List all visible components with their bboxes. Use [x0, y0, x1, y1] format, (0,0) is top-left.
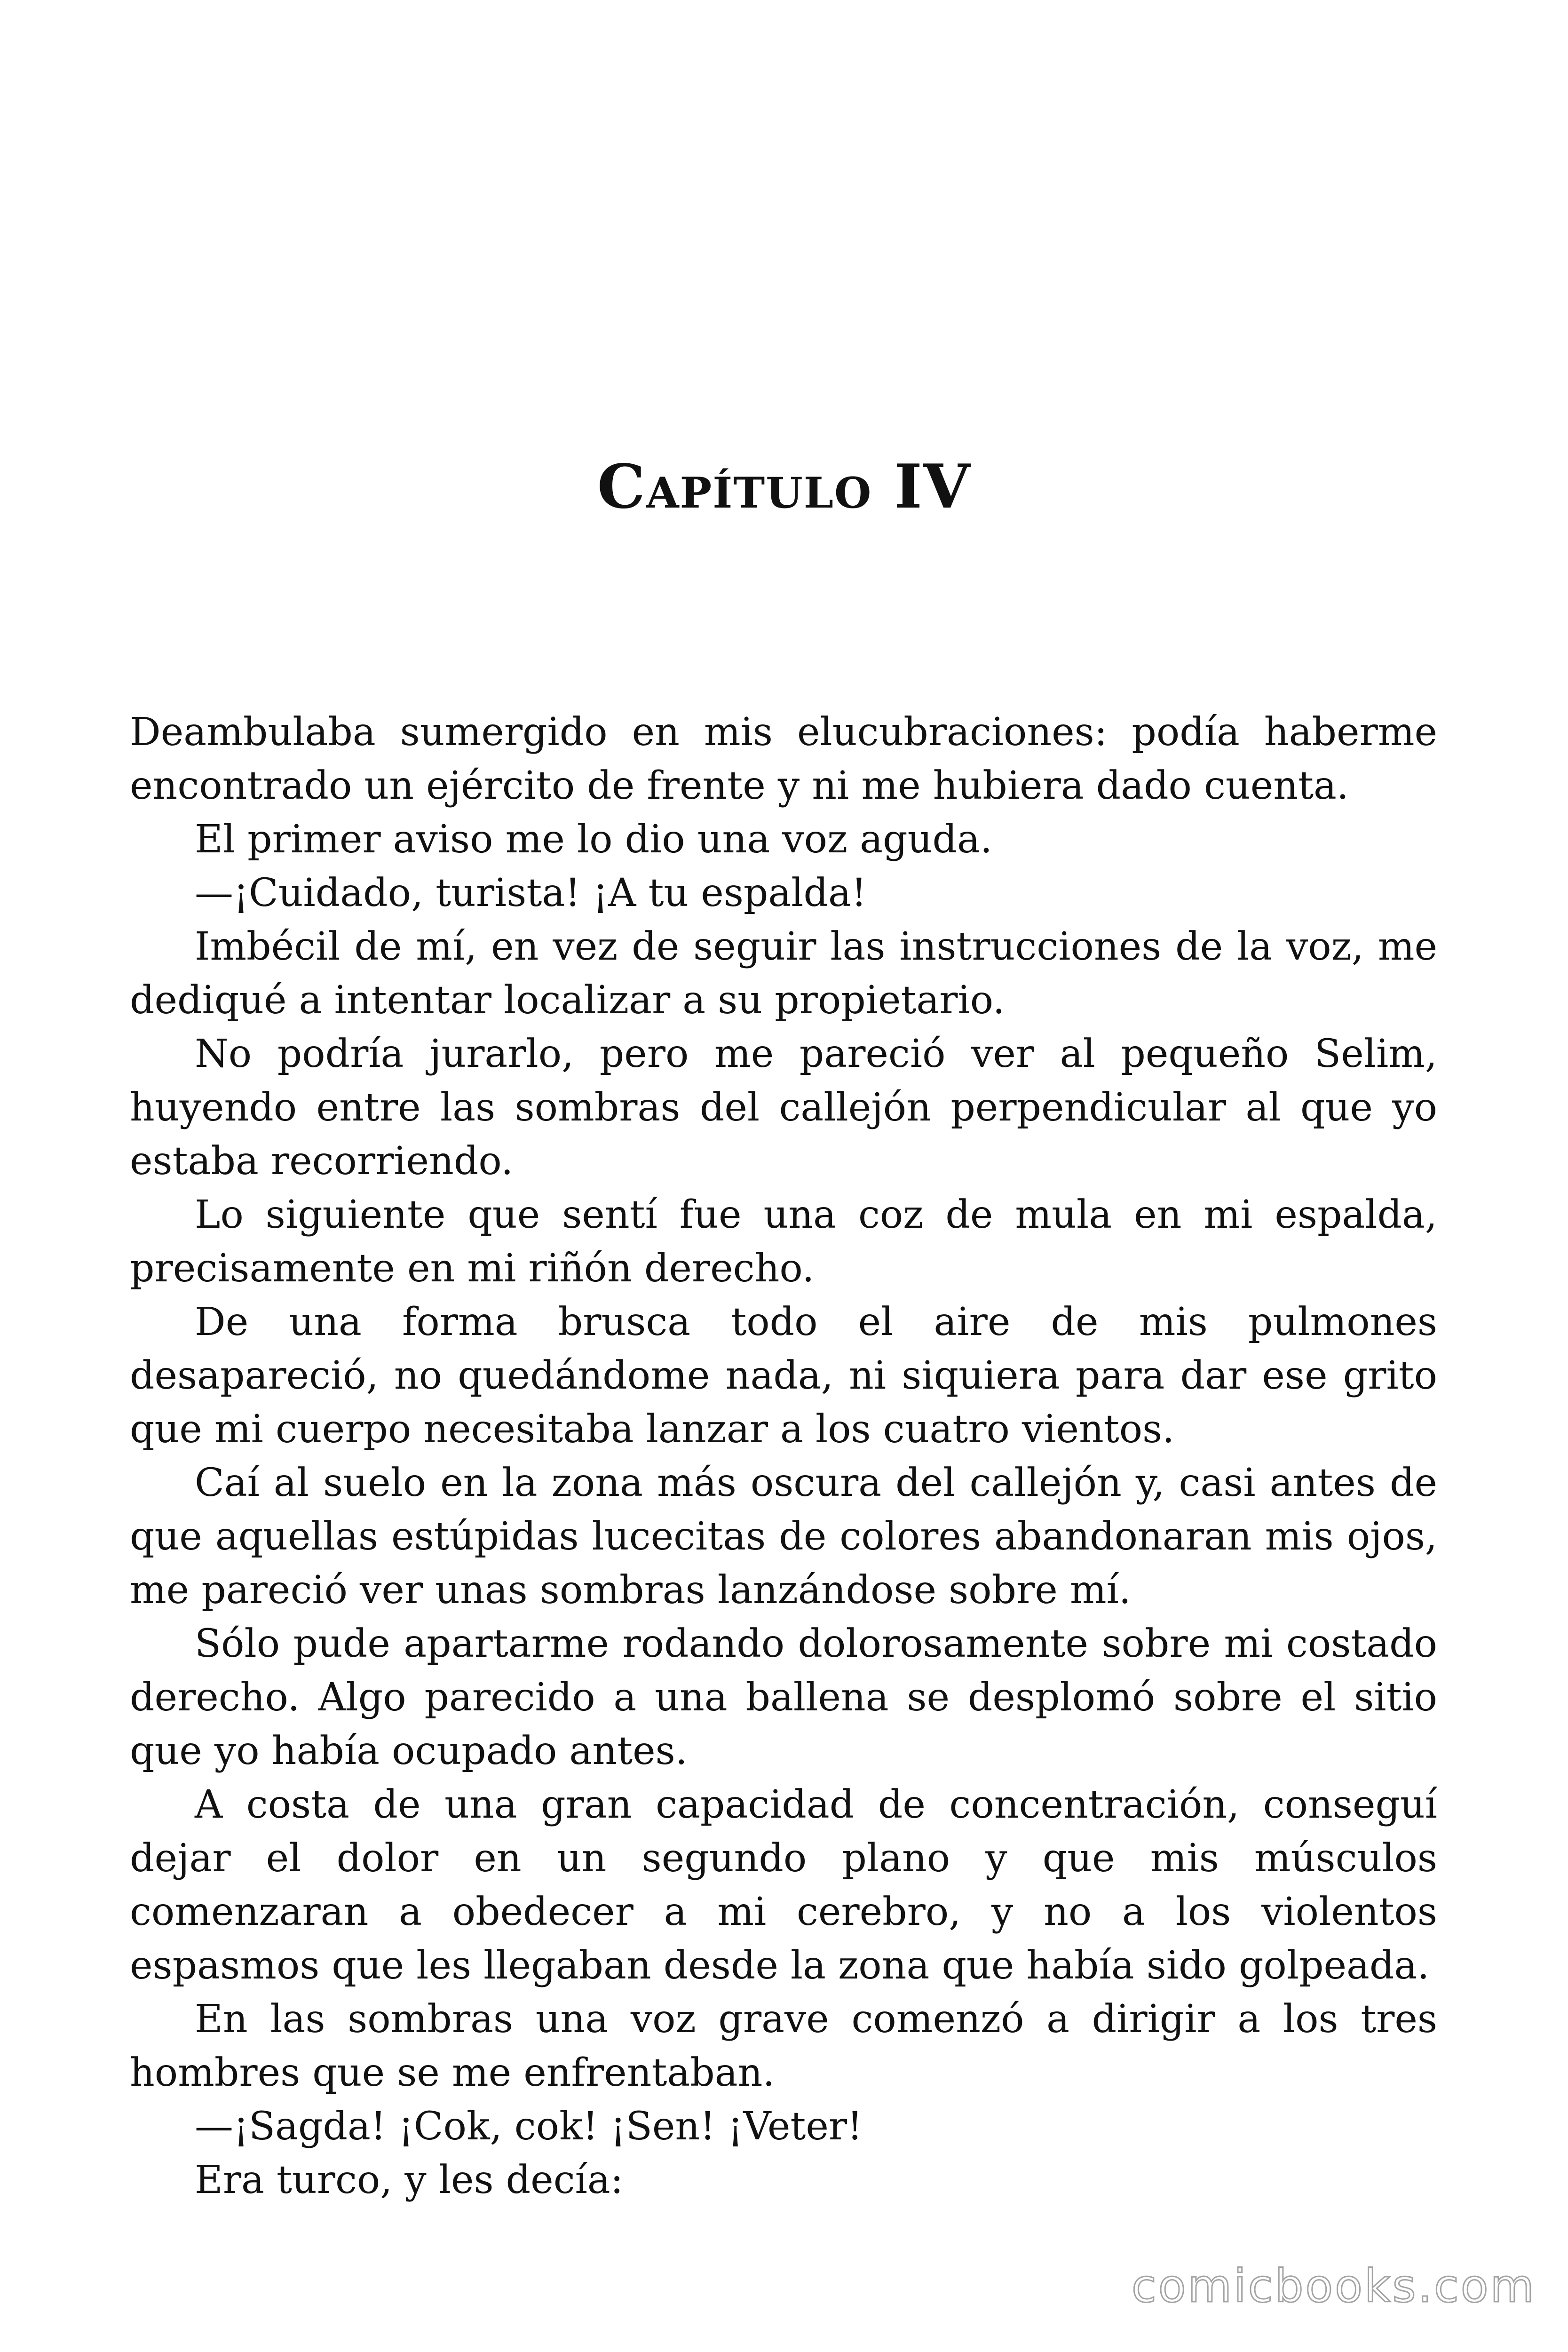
- chapter-body: [130, 706, 1437, 2207]
- paragraph: El primer aviso me lo dio una voz aguda.: [195, 817, 992, 862]
- paragraph: Caí al suelo en la zona más oscura del callejón y, casi antes de que aquellas estúpidas lucecitas de colores abandonaran mis ojos, me pareció ver unas sombras lanzándose sobre mí.: [130, 1461, 1437, 1613]
- dialogue-line: —¡Cuidado, turista! ¡A tu espalda!: [195, 871, 867, 915]
- paragraph: No podría jurarlo, pero me pareció ver al pequeño Selim, huyendo entre las sombras del callejón perpendicular al que yo estaba recorriendo.: [130, 1032, 1437, 1184]
- paragraph: Era turco, y les decía:: [195, 2158, 624, 2202]
- watermark: comicbooks.com: [1131, 2260, 1536, 2312]
- paragraph: En las sombras una voz grave comenzó a dirigir a los tres hombres que se me enfrentaban.: [130, 1997, 1437, 2095]
- paragraph: A costa de una gran capacidad de concentración, conseguí dejar el dolor en un segundo plano y que mis músculos comenzaran a obedecer a mi cerebro, y no a los violentos espasmos que les llegaban desde la zona que había sido golpeada.: [130, 1782, 1437, 1988]
- paragraph: Sólo pude apartarme rodando dolorosamente sobre mi costado derecho. Algo parecido a una ballena se desplomó sobre el sitio que yo había ocupado antes.: [130, 1621, 1437, 1773]
- paragraph: Lo siguiente que sentí fue una coz de mula en mi espalda, precisamente en mi riñón derecho.: [130, 1192, 1437, 1291]
- paragraph: Imbécil de mí, en vez de seguir las instrucciones de la voz, me dediqué a intentar localizar a su propietario.: [130, 924, 1437, 1023]
- paragraph: Deambulaba sumergido en mis elucubraciones: podía haberme encontrado un ejército de frente y ni me hubiera dado cuenta.: [130, 710, 1437, 808]
- paragraph: De una forma brusca todo el aire de mis pulmones desapareció, no quedándome nada, ni siquiera para dar ese grito que mi cuerpo necesitaba lanzar a los cuatro vientos.: [130, 1300, 1437, 1452]
- dialogue-line: —¡Sagda! ¡Cok, cok! ¡Sen! ¡Veter!: [195, 2104, 863, 2149]
- chapter-title: Capítulo IV: [597, 452, 971, 522]
